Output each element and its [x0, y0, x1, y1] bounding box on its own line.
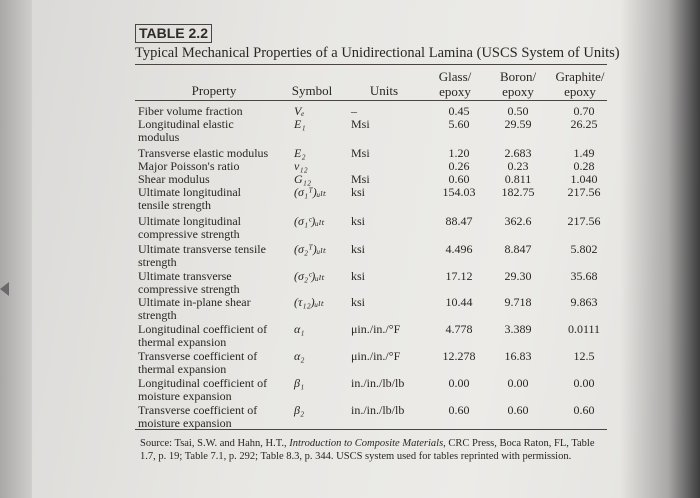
row-property: Ultimate transverse — [138, 269, 232, 283]
row-units: in./in./lb/lb — [351, 376, 405, 390]
row-units: Msi — [351, 172, 370, 186]
row-boron-value: 0.811 — [504, 172, 532, 186]
row-graphite-value: 0.00 — [573, 376, 595, 390]
row-units: ksi — [351, 295, 366, 309]
table-top-rule — [135, 64, 607, 65]
row-property-cont: modulus — [138, 130, 180, 144]
row-glass-value: 0.60 — [448, 403, 470, 417]
header-graphite-line1: Graphite/ — [555, 69, 605, 84]
row-glass-value: 10.44 — [445, 295, 473, 309]
row-symbol: α₂ — [294, 349, 305, 363]
row-symbol: β₁ — [294, 376, 305, 390]
row-graphite-value: 0.0111 — [567, 322, 601, 336]
row-symbol: G₁₂ — [294, 172, 312, 186]
row-boron-value: 362.6 — [504, 214, 532, 228]
row-property: Ultimate in-plane shear — [138, 295, 251, 309]
row-units: – — [351, 104, 357, 118]
row-property-cont: strength — [138, 255, 177, 269]
row-units: Msi — [351, 146, 370, 160]
row-property: Fiber volume fraction — [138, 104, 243, 118]
header-units: Units — [369, 83, 399, 98]
row-boron-value: 16.83 — [504, 349, 532, 363]
row-property: Longitudinal coefficient of — [138, 322, 268, 336]
row-glass-value: 88.47 — [445, 214, 473, 228]
row-graphite-value: 1.040 — [570, 172, 598, 186]
header-boron-line2: epoxy — [502, 84, 534, 99]
source-prefix: Source: Tsai, S.W. and Hahn, H.T., — [140, 438, 290, 449]
row-graphite-value: 0.60 — [573, 403, 595, 417]
row-glass-value: 12.278 — [442, 349, 476, 363]
source-book-title: Introduction to Composite Materials — [289, 438, 444, 449]
row-graphite-value: 26.25 — [570, 117, 598, 131]
row-glass-value: 154.03 — [442, 185, 476, 199]
table-caption: Typical Mechanical Properties of a Unidirectional Lamina (USCS System of Units) — [135, 45, 620, 61]
row-property-cont: thermal expansion — [138, 362, 227, 376]
header-glass-line2: epoxy — [439, 84, 471, 99]
row-property-cont: strength — [138, 308, 177, 322]
row-boron-value: 0.00 — [507, 376, 529, 390]
row-graphite-value: 0.70 — [573, 104, 595, 118]
table-number: TABLE 2.2 — [135, 24, 212, 43]
header-graphite-line2: epoxy — [564, 84, 596, 99]
row-property: Shear modulus — [138, 172, 210, 186]
row-boron-value: 0.60 — [507, 403, 529, 417]
row-property: Ultimate transverse tensile — [138, 242, 266, 256]
row-boron-value: 2.683 — [504, 146, 532, 160]
row-boron-value: 8.847 — [504, 242, 532, 256]
row-graphite-value: 1.49 — [573, 146, 595, 160]
header-property: Property — [191, 83, 237, 98]
row-symbol: (σ₂ᵀ)ᵤₗₜ — [294, 242, 327, 256]
row-symbol: E₂ — [294, 146, 306, 160]
row-symbol: (τ₁₂)ᵤₗₜ — [294, 295, 325, 309]
row-units: ksi — [351, 185, 366, 199]
row-property: Transverse coefficient of — [138, 349, 258, 363]
row-property: Ultimate longitudinal — [138, 214, 241, 228]
row-symbol: (σ₁ᶜ)ᵤₗₜ — [294, 214, 325, 228]
row-graphite-value: 0.28 — [573, 159, 595, 173]
row-graphite-value: 35.68 — [570, 269, 598, 283]
row-property: Transverse elastic modulus — [138, 146, 269, 160]
row-glass-value: 4.496 — [445, 242, 473, 256]
row-graphite-value: 217.56 — [567, 214, 601, 228]
row-units: ksi — [351, 214, 366, 228]
row-units: ksi — [351, 242, 366, 256]
row-boron-value: 3.389 — [504, 322, 532, 336]
row-graphite-value: 217.56 — [567, 185, 601, 199]
row-symbol: (σ₂ᶜ)ᵤₗₜ — [294, 269, 325, 283]
row-glass-value: 17.12 — [445, 269, 473, 283]
row-units: Msi — [351, 117, 370, 131]
row-boron-value: 9.718 — [504, 295, 532, 309]
row-symbol: β₂ — [294, 403, 305, 417]
row-boron-value: 29.59 — [504, 117, 532, 131]
row-boron-value: 0.23 — [507, 159, 529, 173]
row-property: Major Poisson's ratio — [138, 159, 240, 173]
header-boron-line1: Boron/ — [499, 69, 537, 84]
row-graphite-value: 5.802 — [570, 242, 598, 256]
row-units: μin./in./°F — [351, 349, 401, 363]
row-property-cont: moisture expansion — [138, 416, 232, 430]
row-boron-value: 29.30 — [504, 269, 532, 283]
row-property-cont: tensile strength — [138, 198, 211, 212]
row-graphite-value: 9.863 — [570, 295, 598, 309]
row-symbol: Vₑ — [294, 104, 305, 118]
row-symbol: α₁ — [294, 322, 305, 336]
row-boron-value: 0.50 — [507, 104, 529, 118]
row-glass-value: 4.778 — [445, 322, 473, 336]
source-note — [140, 437, 608, 463]
row-glass-value: 0.00 — [448, 376, 470, 390]
row-symbol: ν₁₂ — [294, 159, 308, 173]
header-symbol: Symbol — [291, 83, 333, 98]
source-suffix: , CRC Press, Boca Raton, FL, Table 1.7, p. 19; Table 7.1, p. 292; Table 8.3, p. 344. USCS system used for tables reprinted with permission. — [140, 438, 595, 462]
row-symbol: E₁ — [294, 117, 306, 131]
header-glass-line1: Glass/ — [438, 69, 472, 84]
row-glass-value: 0.45 — [448, 104, 470, 118]
row-property: Ultimate longitudinal — [138, 185, 241, 199]
row-property-cont: thermal expansion — [138, 335, 227, 349]
row-property-cont: compressive strength — [138, 282, 240, 296]
row-property: Longitudinal elastic — [138, 117, 234, 131]
left-arrow-icon[interactable] — [0, 282, 9, 296]
row-property-cont: moisture expansion — [138, 389, 232, 403]
row-units: μin./in./°F — [351, 322, 401, 336]
row-glass-value: 0.60 — [448, 172, 470, 186]
row-units: ksi — [351, 269, 366, 283]
row-glass-value: 5.60 — [448, 117, 470, 131]
table-header-rule — [135, 100, 607, 101]
row-property: Longitudinal coefficient of — [138, 376, 268, 390]
row-glass-value: 0.26 — [448, 159, 470, 173]
row-property-cont: compressive strength — [138, 227, 240, 241]
row-boron-value: 182.75 — [501, 185, 535, 199]
row-glass-value: 1.20 — [448, 146, 470, 160]
row-property: Transverse coefficient of — [138, 403, 258, 417]
row-symbol: (σ₁ᵀ)ᵤₗₜ — [294, 185, 327, 199]
row-graphite-value: 12.5 — [573, 349, 595, 363]
row-units: in./in./lb/lb — [351, 403, 405, 417]
